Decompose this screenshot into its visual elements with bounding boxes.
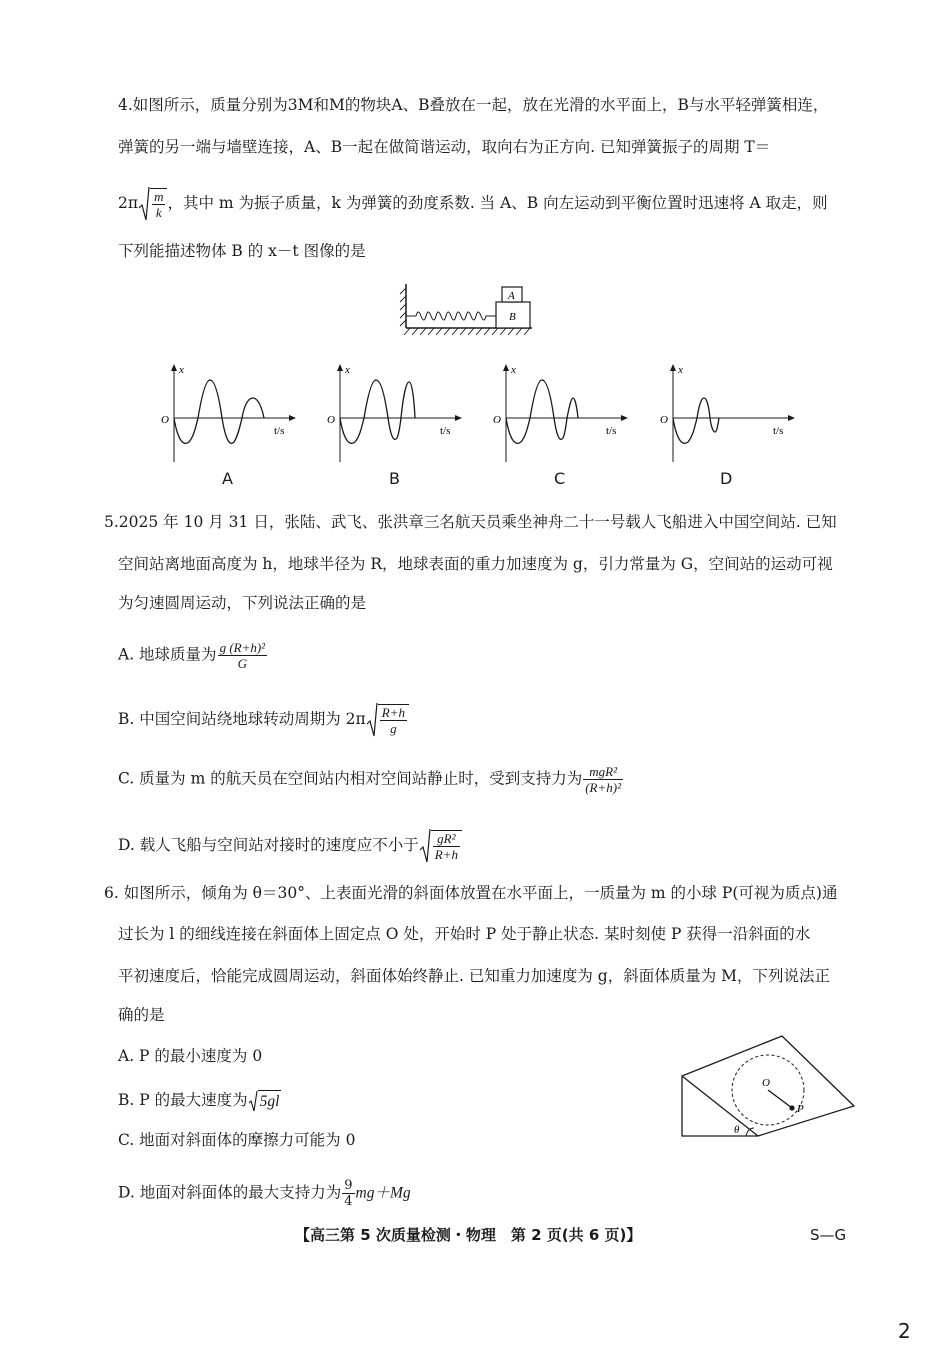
footer-title: 【高三第 5 次质量检测・物理 第 2 页(共 6 页)】 (295, 1226, 642, 1244)
q4-line1 (118, 94, 828, 116)
q5-option-b-den: g (390, 721, 397, 736)
q5-option-b (118, 702, 409, 738)
q4-line3 (118, 186, 828, 222)
graph-d-y-label: x (678, 364, 683, 376)
q5-line1: 5.2025 年 10 月 31 日，张陆、武飞、张洪章三名航天员乘坐神舟二十一号载人飞船进入中国空间站. 已知 (104, 513, 837, 531)
graph-c-curve (506, 380, 578, 443)
q5-line3: 为匀速圆周运动，下列说法正确的是 (118, 594, 367, 612)
graph-c-option-label: C (554, 469, 566, 488)
graph-a-option-label: A (222, 469, 233, 488)
xt-graph-a (158, 362, 298, 472)
q6-option-d-rest: mg＋Mg (355, 1184, 411, 1202)
spring-coil (406, 312, 496, 320)
graph-b-origin: O (327, 414, 335, 426)
q4-line1-text: 如图所示，质量分别为3M和M的物块A、B叠放在一起，放在光滑的水平面上，B与水平轻弹簧相连， (132, 96, 829, 114)
spring-block-diagram (396, 280, 536, 340)
graph-d-option-label: D (720, 469, 733, 488)
q6-line4: 确的是 (118, 1006, 165, 1024)
graph-b-y-label: x (345, 364, 350, 376)
q5-option-c-num: mgR² (583, 764, 623, 780)
q5-option-c-den: (R+h)² (585, 780, 621, 795)
footer-code: S—G (810, 1226, 847, 1244)
q6-option-a: A. P 的最小速度为 0 (118, 1047, 263, 1065)
q5-line2: 空间站离地面高度为 h，地球半径为 R，地球表面的重力加速度为 g，引力常量为 G，空间站的运动可视 (118, 555, 833, 573)
graph-d-x-label: t/s (773, 425, 784, 437)
block-b-label: B (509, 311, 516, 323)
xt-graph-c (490, 362, 630, 472)
q4-two-pi: 2π (118, 194, 139, 212)
graph-a-origin: O (161, 414, 169, 426)
q5-option-b-text: B. 中国空间站绕地球转动周期为 2π (118, 710, 366, 728)
q6-option-b-text: B. P 的最大速度为 (118, 1091, 248, 1109)
q5-option-b-num: R+h (381, 705, 405, 720)
q6-option-d-den: 4 (344, 1194, 353, 1209)
graph-d-origin: O (660, 414, 668, 426)
graph-b-option-label: B (389, 469, 400, 488)
block-a-label: A (508, 290, 515, 302)
q6-line3: 平初速度后，恰能完成圆周运动，斜面体始终静止. 已知重力加速度为 g，斜面体质量为 M，下列说法正 (118, 967, 831, 985)
q6-option-d-text: D. 地面对斜面体的最大支持力为 (118, 1183, 342, 1202)
q5-option-a-num: g (R+h)² (219, 640, 266, 655)
q5-option-d-text: D. 载人飞船与空间站对接时的速度应不小于 (118, 836, 419, 854)
q4-line3-rest: ，其中 m 为振子质量，k 为弹簧的劲度系数. 当 A、B 向左运动到平衡位置时迅速将 A 取走，则 (167, 194, 828, 212)
graph-b-x-label: t/s (440, 425, 451, 437)
q6-line2: 过长为 l 的细线连接在斜面体上固定点 O 处，开始时 P 处于静止状态. 某时刻使 P 获得一沿斜面的水 (118, 925, 811, 943)
q5-option-d (118, 828, 462, 864)
graph-a-x-label: t/s (274, 425, 285, 437)
graph-a-curve (174, 380, 264, 443)
q4-frac-num: m (154, 189, 164, 204)
q6-option-d-num: 9 (344, 1178, 353, 1193)
graph-c-origin: O (493, 414, 501, 426)
angle-theta-label: θ (734, 1124, 740, 1136)
incline-diagram (676, 1030, 858, 1142)
q5-option-c-text: C. 质量为 m 的航天员在空间站内相对空间站静止时，受到支持力为 (118, 769, 583, 788)
q4-line2: 弹簧的另一端与墙壁连接，A、B一起在做简谐运动，取向右为正方向. 已知弹簧振子的周期 T＝ (118, 138, 771, 156)
q5-option-a-den: G (237, 656, 248, 671)
q6-option-c: C. 地面对斜面体的摩擦力可能为 0 (118, 1131, 356, 1149)
q4-number: 4. (118, 96, 133, 114)
q6-line1: 6. 如图所示，倾角为 θ＝30°、上表面光滑的斜面体放置在水平面上，一质量为 m 的小球 P(可视为质点)通 (104, 884, 838, 902)
q5-option-a (118, 640, 268, 671)
graph-d-curve (673, 398, 719, 443)
q6-option-b (118, 1089, 281, 1113)
graph-c-y-label: x (511, 364, 516, 376)
graph-a-y-label: x (179, 364, 184, 376)
q5-option-c (118, 764, 624, 795)
xt-graph-b (324, 362, 464, 472)
q5-option-a-text: A. 地球质量为 (118, 645, 217, 664)
graph-b-curve (340, 380, 415, 443)
q4-sqrt (138, 186, 167, 222)
q4-frac-den: k (155, 205, 162, 220)
graph-c-x-label: t/s (606, 425, 617, 437)
page-number: 2 (898, 1319, 911, 1343)
q6-option-b-sqrt: 5gl (258, 1090, 282, 1113)
q5-option-d-den: R+h (434, 847, 458, 862)
point-p-label: P (797, 1103, 804, 1115)
q4-line4: 下列能描述物体 B 的 x－t 图像的是 (118, 242, 366, 260)
ball-p (789, 1105, 794, 1110)
xt-graph-d (657, 362, 797, 472)
point-o-label: O (762, 1077, 770, 1089)
q6-option-d (118, 1178, 411, 1209)
q5-option-d-num: gR² (433, 831, 460, 847)
